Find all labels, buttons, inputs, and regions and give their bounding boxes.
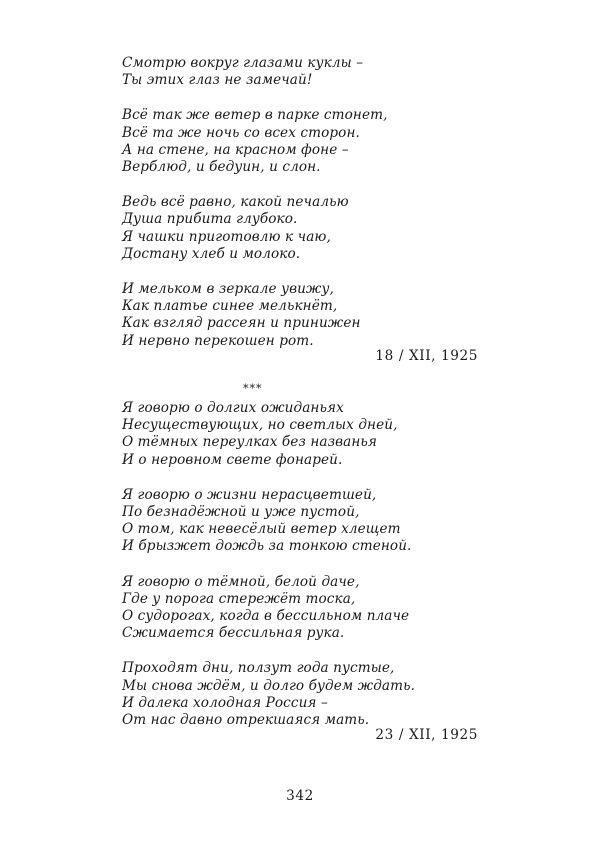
verse-line: И о неровном свете фонарей. [122,451,343,468]
verse-line: Всё так же ветер в парке стонет, [122,107,388,124]
poem-2-stanza-3 [122,574,482,643]
page-number: 342 [286,788,314,804]
poem-2-stanza-1 [122,400,482,469]
poem-2-stanza-2 [122,487,482,556]
verse-line: От нас давно отрекшаяся мать. [122,712,370,729]
verse-line: Верблюд, и бедуин, и слон. [122,159,321,176]
verse-line: О тёмных переулках без названья [122,434,378,451]
poem-1-date: 18 / XII, 1925 [375,348,478,364]
verse-line: По безнадёжной и уже пустой, [122,504,360,521]
verse-line: Сжимается бессильная рука. [122,625,345,642]
poem-1-stanza-3 [122,194,482,263]
verse-line: Я говорю о долгих ожиданьях [122,400,344,416]
poem-2-stanza-4 [122,660,482,729]
poem-1-stanza-4 [122,281,482,350]
verse-line: Где у порога стережёт тоска, [122,590,356,607]
poem-separator: *** [243,382,263,395]
poem-1-stanza-1 [122,55,482,89]
verse-line: Ведь всё равно, какой печалью [122,194,349,211]
verse-line: Ты этих глаз не замечай! [122,72,313,89]
verse-line: Всё та же ночь со всех сторон. [122,124,360,141]
verse-line: И брызжет дождь за тонкою стеной. [122,538,412,555]
verse-line: Мы снова ждём, и долго будем ждать. [122,677,416,694]
verse-line: Я чашки приготовлю к чаю, [122,228,331,245]
verse-line: Душа прибита глубоко. [122,211,298,228]
verse-line: Я говорю о тёмной, белой даче, [122,573,360,590]
verse-line: А на стене, на красном фоне – [122,141,349,158]
verse-line: И нервно перекошен рот. [122,332,314,349]
poem-1-stanza-2 [122,107,482,176]
verse-line: О судорогах, когда в бессильном плаче [122,608,410,625]
verse-line: Несуществующих, но светлых дней, [122,417,398,434]
verse-line: И далека холодная Россия – [122,694,328,711]
verse-line: Как взгляд рассеян и принижен [122,315,361,332]
poem-1 [122,55,482,368]
verse-line: Я говорю о жизни нерасцветшей, [122,486,377,503]
verse-line: О том, как невесёлый ветер хлещет [122,521,401,538]
verse-line: И мельком в зеркале увижу, [122,281,334,298]
verse-line: Смотрю вокруг глазами куклы – [122,55,364,71]
poem-2 [122,400,482,747]
verse-line: Как платье синее мелькнёт, [122,298,338,315]
verse-line: Проходят дни, ползут года пустые, [122,660,395,677]
verse-line: Достану хлеб и молоко. [122,245,301,262]
poem-2-date: 23 / XII, 1925 [375,727,478,743]
